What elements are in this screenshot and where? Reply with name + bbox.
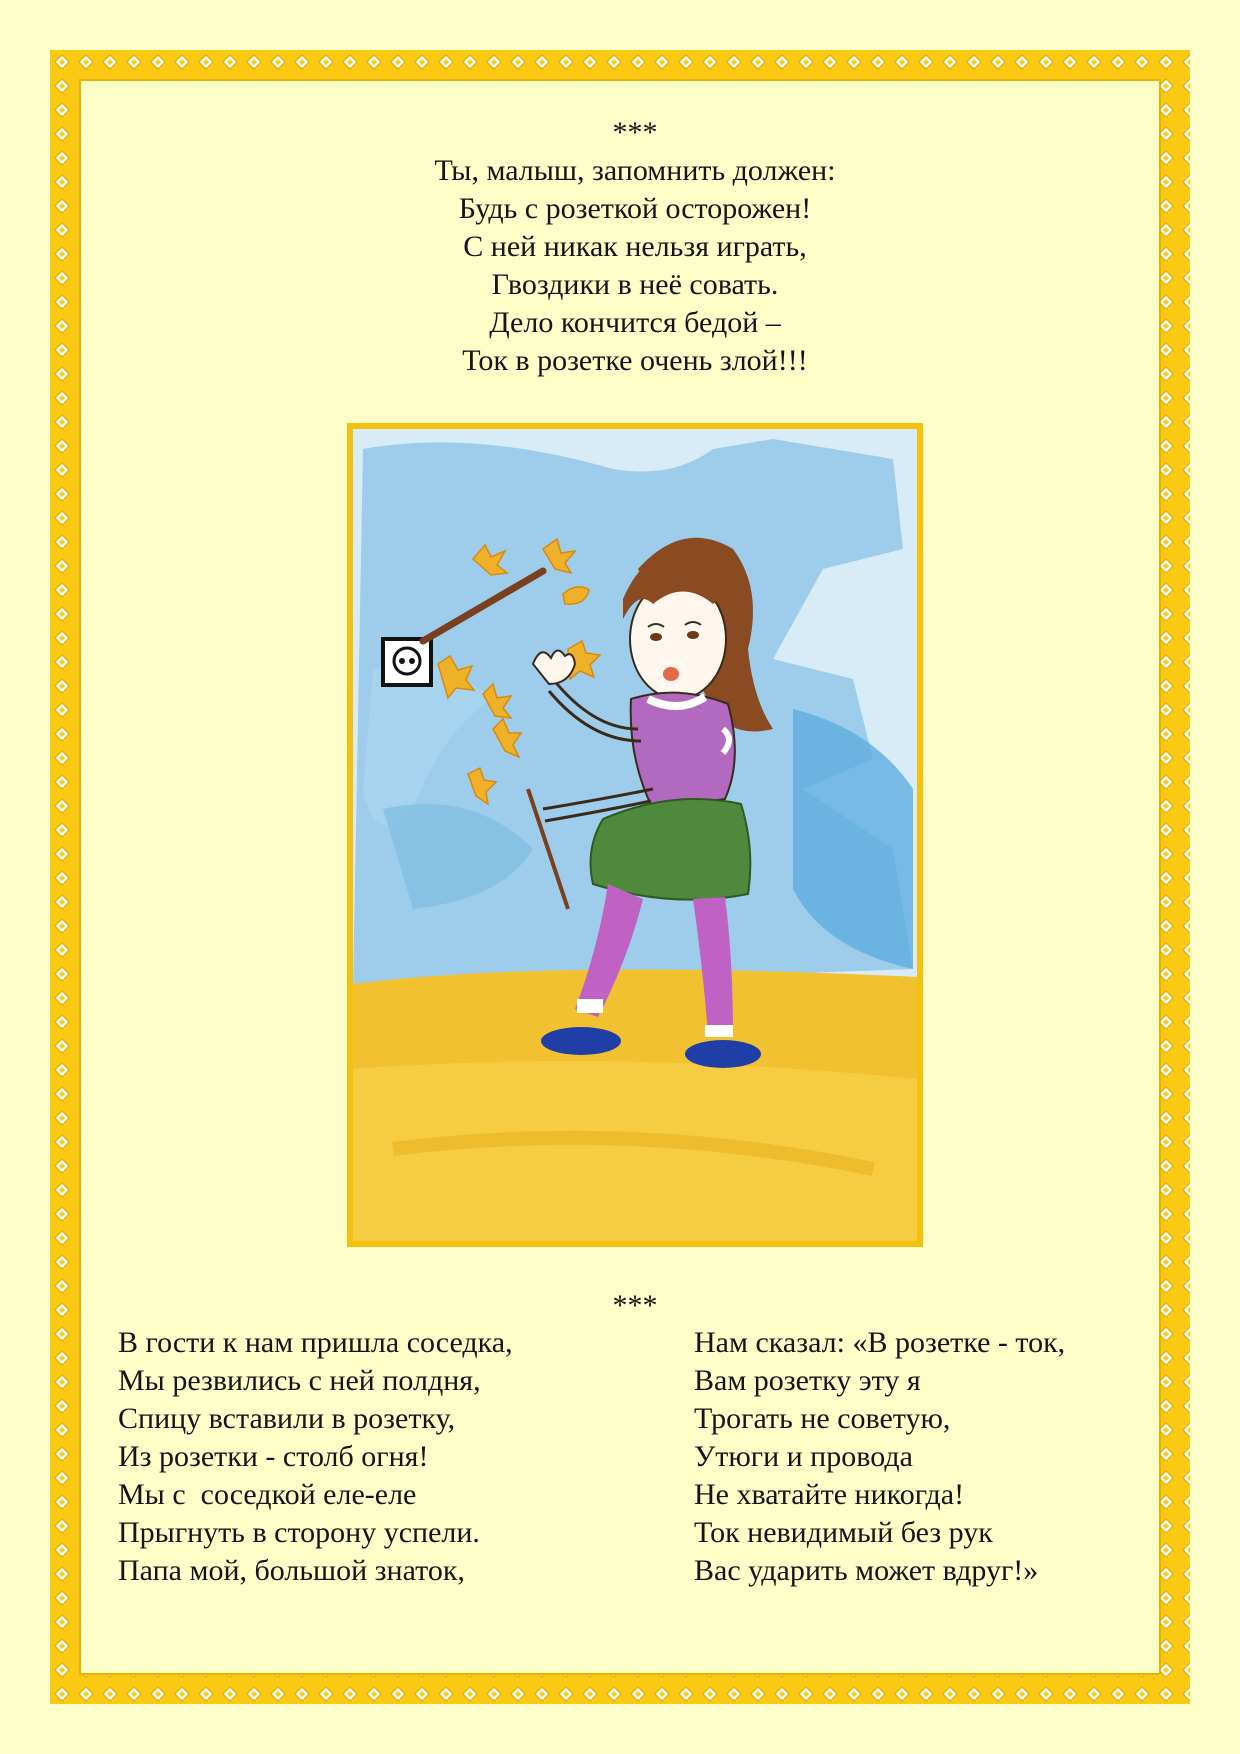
poem-bottom-right-line: Не хватайте никогда! [694,1478,965,1511]
poem-bottom-left-line: Папа мой, большой знаток, [118,1554,465,1587]
poem-bottom-right-line: Утюги и провода [694,1440,913,1473]
child-drawing-girl-with-socket-icon [353,429,917,1241]
poem-bottom-left-line: Мы с соседкой еле-еле [118,1478,417,1511]
poem-top-line: Будь с розеткой осторожен! [458,192,812,225]
poem-bottom-right-line: Нам сказал: «В розетке - ток, [694,1326,1066,1359]
poem-top-divider: *** [612,116,658,149]
poem-top [0,114,1240,380]
poem-bottom-left-line: Мы резвились с ней полдня, [118,1364,481,1397]
poem-bottom-divider: *** [612,1289,658,1322]
poem-bottom-right-line: Ток невидимый без рук [694,1516,993,1549]
illustration-frame [347,423,923,1247]
poem-bottom-left-line: Из розетки - столб огня! [118,1440,429,1473]
poem-top-line: Ток в розетке очень злой!!! [462,344,808,377]
poem-bottom-right-line: Вас ударить может вдруг!» [694,1554,1039,1587]
poem-bottom-left-column [118,1324,658,1590]
poem-bottom-left-line: В гости к нам пришла соседка, [118,1326,513,1359]
poem-top-line: Дело кончится бедой – [489,306,781,339]
poem-bottom-right-line: Трогать не советую, [694,1402,951,1435]
poem-top-line: С ней никак нельзя играть, [463,230,807,263]
poem-bottom-left-line: Прыгнуть в сторону успели. [118,1516,480,1549]
poem-bottom-right-column [694,1324,1184,1590]
poem-bottom-left-line: Спицу вставили в розетку, [118,1402,456,1435]
poem-bottom-right-line: Вам розетку эту я [694,1364,921,1397]
poem-top-line: Ты, малыш, запомнить должен: [434,154,836,187]
poem-top-line: Гвоздики в неё совать. [491,268,779,301]
